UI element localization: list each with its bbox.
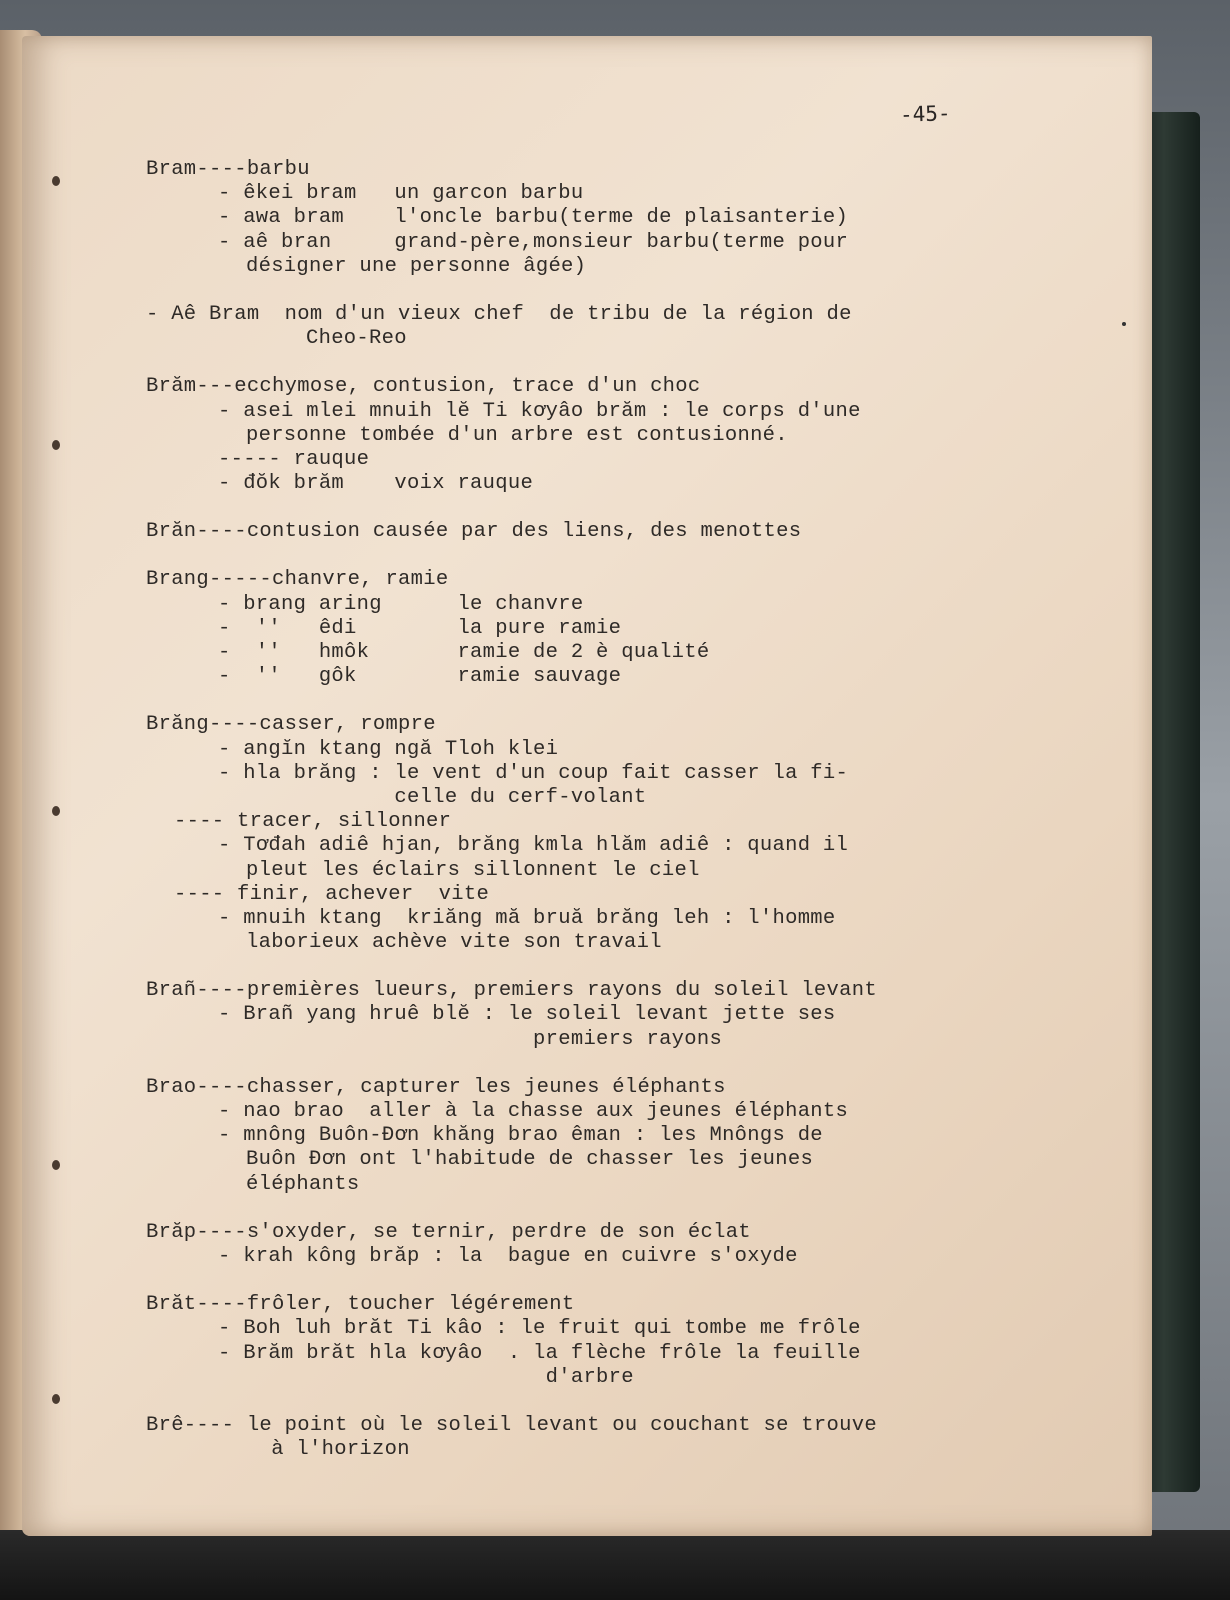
dictionary-entry [146, 303, 1046, 351]
page-number: -45- [899, 101, 951, 127]
entry-line: - aê bran grand-père,monsieur barbu(terme pour [218, 230, 849, 254]
entry-line: - đŏk brăm voix rauque [218, 472, 534, 496]
entry-headword: - Aê Bram nom d'un vieux chef de tribu de la région de [146, 302, 852, 326]
entry-line: - krah kông brăp : la bague en cuivre s'oxyde [218, 1244, 798, 1268]
punch-hole-icon [52, 1394, 60, 1404]
entry-line: - awa bram l'oncle barbu(terme de plaisanterie) [218, 206, 849, 230]
entry-line: - mnuih ktang kriăng mă bruă brăng leh : l'homme [218, 906, 836, 930]
dictionary-entry [146, 1221, 1046, 1269]
entry-line: Cheo-Reo [306, 327, 407, 351]
punch-hole-icon [52, 176, 60, 186]
entry-line: à l'horizon [246, 1438, 410, 1462]
entry-line: - '' gôk ramie sauvage [218, 665, 622, 689]
punch-hole-icon [52, 440, 60, 450]
entry-line: Buôn Đơn ont l'habitude de chasser les jeunes [246, 1148, 814, 1172]
entry-line: - mnông Buôn-Đơn khăng brao êman : les Mnôngs de [218, 1124, 823, 1148]
entry-headword: Bram----barbu [146, 158, 310, 181]
entry-headword: Brê---- le point où le soleil levant ou couchant se trouve [146, 1413, 877, 1437]
dictionary-entry [146, 520, 1046, 544]
dictionary-entry [146, 979, 1046, 1052]
entry-line: premiers rayons [218, 1027, 723, 1051]
entry-line: pleut les éclairs sillonnent le ciel [246, 858, 700, 882]
entry-headword: Brăt----frôler, toucher légérement [146, 1293, 575, 1317]
dictionary-entries [146, 158, 1046, 1462]
entry-line: - Tơđah adiê hjan, brăng kmla hlăm adiê : quand il [218, 834, 849, 858]
dictionary-entry [146, 568, 1046, 689]
entry-headword: Brăng----casser, rompre [146, 713, 436, 737]
entry-headword: Brăm---ecchymose, contusion, trace d'un choc [146, 375, 701, 399]
entry-line: - brang aring le chanvre [218, 592, 584, 616]
entry-line: éléphants [246, 1172, 360, 1196]
entry-line: - angĭn ktang ngă Tloh klei [218, 737, 559, 761]
entry-headword: Brao----chasser, capturer les jeunes éléphants [146, 1075, 726, 1099]
entry-line: - nao brao aller à la chasse aux jeunes éléphants [218, 1100, 849, 1123]
entry-line: - êkei bram un garcon barbu [218, 182, 584, 206]
dictionary-entry [146, 375, 1046, 496]
entry-line: d'arbre [218, 1365, 634, 1389]
entry-line: personne tombée d'un arbre est contusionné. [246, 423, 788, 447]
entry-line: - hla brăng : le vent d'un coup fait casser la fi- [218, 761, 849, 785]
entry-headword: Brăn----contusion causée par des liens, des menottes [146, 520, 802, 544]
entry-line: celle du cerf-volant [218, 785, 647, 809]
entry-line: - '' êdi la pure ramie [218, 616, 622, 640]
dictionary-entry [146, 158, 1046, 279]
punch-hole-icon [52, 806, 60, 816]
entry-line: ---- finir, achever vite [174, 882, 490, 906]
dictionary-entry [146, 713, 1046, 955]
entry-headword: Brăp----s'oxyder, se ternir, perdre de son éclat [146, 1220, 751, 1244]
dictionary-entry [146, 1293, 1046, 1390]
dictionary-entry [146, 1414, 1046, 1462]
punch-hole-icon [52, 1160, 60, 1170]
entry-line: - Boh luh brăt Ti kâo : le fruit qui tombe me frôle [218, 1317, 861, 1341]
entry-line: ----- rauque [218, 447, 370, 471]
entry-line: désigner une personne âgée) [246, 254, 587, 278]
entry-line: - Brăm brăt hla kơyâo . la flèche frôle la feuille [218, 1341, 861, 1365]
entry-line: - '' hmôk ramie de 2 è qualité [218, 641, 710, 664]
entry-line: - Brañ yang hruê blĕ : le soleil levant jette ses [218, 1003, 836, 1027]
entry-line: - asei mlei mnuih lĕ Ti kơyâo brăm : le corps d'une [218, 399, 861, 423]
entry-headword: Brañ----premières lueurs, premiers rayons du soleil levant [146, 979, 877, 1003]
table-shadow [0, 1530, 1230, 1600]
ink-dot [1122, 322, 1126, 326]
entry-line: laborieux achève vite son travail [246, 931, 662, 955]
entry-headword: Brang-----chanvre, ramie [146, 568, 449, 592]
dictionary-entry [146, 1076, 1046, 1197]
entry-line: ---- tracer, sillonner [174, 810, 452, 834]
